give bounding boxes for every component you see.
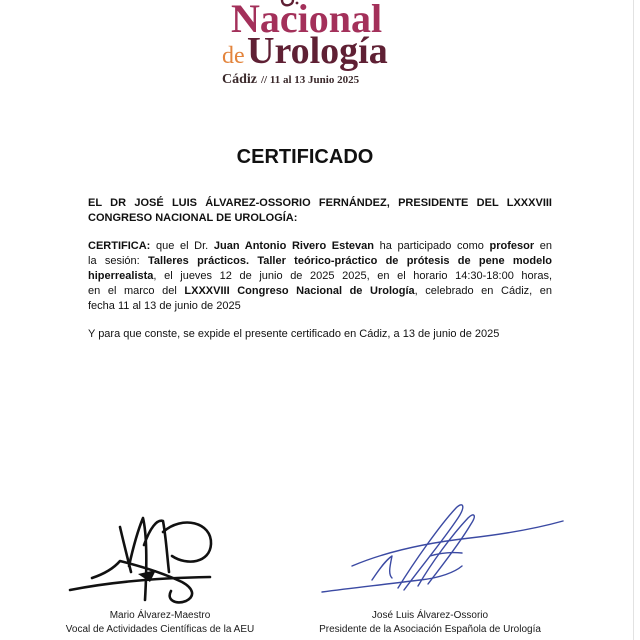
signatory-name: Mario Álvarez-Maestro [109, 610, 211, 621]
participation-role: profesor [489, 240, 535, 252]
issuer-line: EL DR JOSÉ LUIS ÁLVAREZ-OSSORIO FERNÁNDEZ, PRESIDENTE DEL LXXXVIII [88, 197, 552, 209]
body-line [88, 254, 552, 269]
session-title: hiperrealista [88, 270, 154, 282]
body-text-segment: ha participado como [374, 240, 490, 252]
body-text-segment: , el jueves 12 de junio de 2025 2025, en el horario 14:30-18:00 horas, [153, 270, 552, 282]
page-edge-divider [633, 0, 634, 640]
body-text-segment: fecha 11 al 13 de junio de 2025 [88, 300, 241, 312]
body-line [88, 239, 552, 254]
logo-city: Cádiz [222, 72, 257, 87]
closing-statement: Y para que conste, se expide el presente certificado en Cádiz, a 13 de junio de 2025 [88, 328, 500, 340]
congress-name: LXXXVIII Congreso Nacional de Urología [184, 285, 415, 297]
body-line [88, 299, 552, 314]
body-text-segment: , celebrado en Cádiz, en [414, 285, 553, 297]
body-text-segment: en [534, 240, 553, 252]
recipient-name: Juan Antonio Rivero Estevan [213, 240, 375, 252]
signatory-role: Vocal de Actividades Científicas de la AEU [65, 624, 255, 635]
signatory-role: Presidente de la Asociación Española de Urología [319, 624, 541, 635]
certification-paragraph [88, 239, 552, 314]
logo-location-dates [222, 72, 359, 87]
issuer-paragraph [88, 196, 552, 226]
body-line [88, 269, 552, 284]
body-text-segment: que el Dr. [150, 240, 214, 252]
signatory-right-caption [300, 609, 560, 637]
logo-word-de: de [222, 43, 245, 69]
logo-word-urologia: Urología [247, 30, 388, 72]
signatory-name: José Luis Álvarez-Ossorio [371, 610, 489, 621]
certifica-label: CERTIFICA: [88, 240, 151, 252]
signature-mario-alvarez-maestro [60, 505, 230, 610]
certificate-title: CERTIFICADO [236, 146, 374, 168]
signatory-left-caption [40, 609, 280, 637]
logo-dates: // 11 al 13 Junio 2025 [261, 74, 360, 86]
body-text-segment: en el marco del [88, 285, 185, 297]
body-text-segment: la sesión: [88, 255, 149, 267]
session-title: Talleres prácticos. Taller teórico-práctico de prótesis de pene modelo [148, 255, 553, 267]
body-line [88, 284, 552, 299]
signature-jose-luis-alvarez-ossorio [310, 495, 570, 605]
issuer-line: CONGRESO NACIONAL DE UROLOGÍA: [88, 212, 298, 224]
logo-word-nacional: Nacional [231, 0, 383, 41]
